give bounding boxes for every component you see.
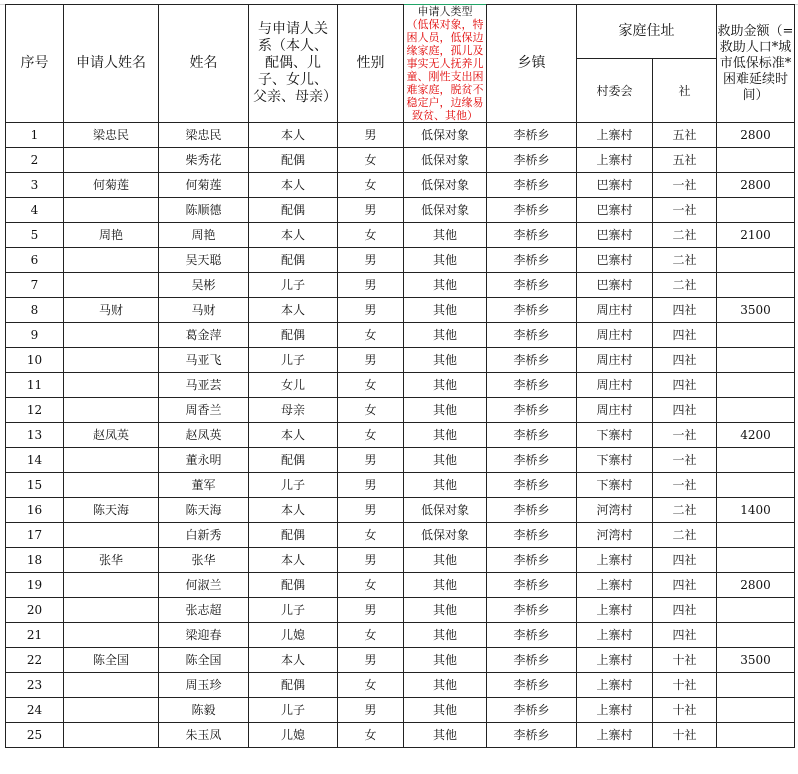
cell-applicant[interactable] [64,148,159,173]
cell-seq[interactable]: 11 [6,373,64,398]
cell-name[interactable]: 周艳 [159,223,249,248]
cell-gender[interactable]: 男 [338,273,404,298]
cell-name[interactable]: 马财 [159,298,249,323]
cell-relation[interactable]: 本人 [249,548,338,573]
cell-seq[interactable]: 6 [6,248,64,273]
cell-name[interactable]: 吴天聪 [159,248,249,273]
cell-amount[interactable] [717,373,795,398]
table-row [6,598,795,623]
cell-relation[interactable]: 本人 [249,498,338,523]
cell-seq[interactable]: 13 [6,423,64,448]
cell-gender[interactable]: 女 [338,398,404,423]
cell-name[interactable]: 赵凤英 [159,423,249,448]
cell-gender[interactable]: 男 [338,448,404,473]
cell-relation[interactable]: 母亲 [249,398,338,423]
cell-applicant[interactable]: 何菊莲 [64,173,159,198]
header-town[interactable]: 乡镇 [487,5,577,123]
cell-gender[interactable]: 男 [338,123,404,148]
cell-town[interactable]: 李桥乡 [487,473,577,498]
header-village[interactable]: 村委会 [577,59,653,123]
cell-type[interactable]: 其他 [404,723,487,748]
cell-seq[interactable]: 4 [6,198,64,223]
cell-village[interactable]: 河湾村 [577,523,653,548]
cell-village[interactable]: 周庄村 [577,298,653,323]
cell-town[interactable]: 李桥乡 [487,648,577,673]
cell-town[interactable]: 李桥乡 [487,423,577,448]
cell-town[interactable]: 李桥乡 [487,273,577,298]
table-row [6,698,795,723]
cell-amount[interactable] [717,273,795,298]
cell-village[interactable]: 周庄村 [577,348,653,373]
table-row [6,573,795,598]
cell-gender[interactable]: 男 [338,648,404,673]
cell-relation[interactable]: 配偶 [249,573,338,598]
cell-group[interactable]: 四社 [653,398,717,423]
cell-applicant[interactable] [64,248,159,273]
table-row [6,648,795,673]
cell-applicant[interactable] [64,323,159,348]
cell-amount[interactable] [717,548,795,573]
cell-relation[interactable]: 儿媳 [249,723,338,748]
header-name[interactable]: 姓名 [159,5,249,123]
table-row [6,248,795,273]
table-row [6,323,795,348]
cell-relation[interactable]: 配偶 [249,448,338,473]
cell-relation[interactable]: 儿子 [249,473,338,498]
cell-type[interactable]: 低保对象 [404,148,487,173]
cell-village[interactable]: 河湾村 [577,498,653,523]
cell-applicant[interactable]: 梁忠民 [64,123,159,148]
cell-relation[interactable]: 本人 [249,123,338,148]
cell-relation[interactable]: 本人 [249,173,338,198]
cell-group[interactable]: 二社 [653,273,717,298]
cell-amount[interactable] [717,198,795,223]
cell-gender[interactable]: 女 [338,373,404,398]
cell-type[interactable]: 其他 [404,573,487,598]
cell-village[interactable]: 周庄村 [577,323,653,348]
cell-amount[interactable] [717,348,795,373]
cell-amount[interactable]: 2800 [717,573,795,598]
cell-applicant[interactable]: 陈全国 [64,648,159,673]
cell-group[interactable]: 二社 [653,223,717,248]
cell-village[interactable]: 上寨村 [577,623,653,648]
cell-applicant[interactable] [64,673,159,698]
cell-town[interactable]: 李桥乡 [487,573,577,598]
cell-town[interactable]: 李桥乡 [487,723,577,748]
cell-seq[interactable]: 22 [6,648,64,673]
cell-amount[interactable] [717,673,795,698]
cell-name[interactable]: 周香兰 [159,398,249,423]
cell-relation[interactable]: 配偶 [249,673,338,698]
table-row [6,723,795,748]
cell-village[interactable]: 下寨村 [577,473,653,498]
cell-gender[interactable]: 女 [338,323,404,348]
cell-village[interactable]: 上寨村 [577,123,653,148]
cell-name[interactable]: 吴彬 [159,273,249,298]
cell-relation[interactable]: 配偶 [249,148,338,173]
cell-gender[interactable]: 女 [338,223,404,248]
cell-applicant[interactable] [64,473,159,498]
cell-village[interactable]: 上寨村 [577,598,653,623]
table-row [6,523,795,548]
cell-applicant[interactable] [64,198,159,223]
cell-group[interactable]: 一社 [653,173,717,198]
cell-group[interactable]: 一社 [653,423,717,448]
cell-type[interactable]: 其他 [404,273,487,298]
cell-name[interactable]: 葛金萍 [159,323,249,348]
cell-group[interactable]: 十社 [653,673,717,698]
table-row [6,298,795,323]
cell-applicant[interactable] [64,723,159,748]
table-row [6,223,795,248]
cell-town[interactable]: 李桥乡 [487,698,577,723]
cell-type[interactable]: 其他 [404,548,487,573]
cell-applicant[interactable]: 马财 [64,298,159,323]
cell-amount[interactable] [717,148,795,173]
cell-type[interactable]: 其他 [404,248,487,273]
cell-seq[interactable]: 16 [6,498,64,523]
cell-group[interactable]: 十社 [653,648,717,673]
cell-relation[interactable]: 配偶 [249,198,338,223]
cell-applicant[interactable] [64,348,159,373]
header-type-desc: （低保对象，特困人员，低保边缘家庭，孤儿及事实无人抚养儿童、刚性支出困难家庭，脱贫不稳定户，边缘易致贫、其他） [406,18,484,122]
cell-amount[interactable]: 2800 [717,123,795,148]
cell-relation[interactable]: 本人 [249,298,338,323]
header-type-title: 申请人类型 [417,5,473,18]
cell-gender[interactable]: 女 [338,423,404,448]
cell-name[interactable]: 董永明 [159,448,249,473]
header-address[interactable]: 家庭住址 [577,5,717,59]
cell-seq[interactable]: 1 [6,123,64,148]
cell-town[interactable]: 李桥乡 [487,323,577,348]
header-relation[interactable]: 与申请人关系（本人、配偶、儿子、女儿、父亲、母亲） [249,5,338,123]
cell-amount[interactable] [717,323,795,348]
cell-amount[interactable] [717,248,795,273]
cell-town[interactable]: 李桥乡 [487,498,577,523]
table-row [6,148,795,173]
cell-village[interactable]: 上寨村 [577,673,653,698]
cell-gender[interactable]: 女 [338,673,404,698]
cell-group[interactable]: 四社 [653,323,717,348]
cell-seq[interactable]: 2 [6,148,64,173]
cell-seq[interactable]: 12 [6,398,64,423]
cell-village[interactable]: 上寨村 [577,148,653,173]
cell-applicant[interactable] [64,698,159,723]
cell-amount[interactable] [717,473,795,498]
cell-applicant[interactable] [64,273,159,298]
cell-name[interactable]: 陈顺德 [159,198,249,223]
cell-type[interactable]: 低保对象 [404,498,487,523]
cell-relation[interactable]: 儿子 [249,273,338,298]
cell-gender[interactable]: 女 [338,523,404,548]
cell-group[interactable]: 五社 [653,123,717,148]
cell-amount[interactable]: 3500 [717,648,795,673]
cell-name[interactable]: 梁迎春 [159,623,249,648]
cell-group[interactable]: 四社 [653,598,717,623]
cell-type[interactable]: 低保对象 [404,123,487,148]
cell-seq[interactable]: 5 [6,223,64,248]
cell-gender[interactable]: 女 [338,623,404,648]
cell-town[interactable]: 李桥乡 [487,398,577,423]
cell-group[interactable]: 一社 [653,448,717,473]
cell-village[interactable]: 巴寨村 [577,173,653,198]
cell-applicant[interactable]: 张华 [64,548,159,573]
cell-village[interactable]: 巴寨村 [577,248,653,273]
cell-seq[interactable]: 19 [6,573,64,598]
cell-town[interactable]: 李桥乡 [487,198,577,223]
cell-group[interactable]: 四社 [653,373,717,398]
cell-village[interactable]: 上寨村 [577,548,653,573]
cell-type[interactable]: 其他 [404,648,487,673]
cell-relation[interactable]: 本人 [249,423,338,448]
cell-seq[interactable]: 25 [6,723,64,748]
cell-town[interactable]: 李桥乡 [487,173,577,198]
table-row [6,273,795,298]
cell-seq[interactable]: 10 [6,348,64,373]
cell-group[interactable]: 四社 [653,623,717,648]
header-applicant[interactable]: 申请人姓名 [64,5,159,123]
cell-relation[interactable]: 配偶 [249,323,338,348]
cell-seq[interactable]: 20 [6,598,64,623]
cell-name[interactable]: 陈毅 [159,698,249,723]
cell-type[interactable]: 其他 [404,448,487,473]
cell-amount[interactable]: 2100 [717,223,795,248]
cell-town[interactable]: 李桥乡 [487,623,577,648]
cell-group[interactable]: 二社 [653,523,717,548]
cell-amount[interactable]: 2800 [717,173,795,198]
cell-gender[interactable]: 男 [338,298,404,323]
cell-relation[interactable]: 儿媳 [249,623,338,648]
table-row [6,198,795,223]
cell-seq[interactable]: 17 [6,523,64,548]
cell-town[interactable]: 李桥乡 [487,448,577,473]
cell-gender[interactable]: 女 [338,173,404,198]
cell-group[interactable]: 四社 [653,573,717,598]
cell-relation[interactable]: 女儿 [249,373,338,398]
cell-town[interactable]: 李桥乡 [487,148,577,173]
cell-amount[interactable] [717,623,795,648]
cell-gender[interactable]: 男 [338,348,404,373]
cell-gender[interactable]: 男 [338,198,404,223]
cell-name[interactable]: 柴秀花 [159,148,249,173]
cell-amount[interactable]: 3500 [717,298,795,323]
cell-seq[interactable]: 8 [6,298,64,323]
cell-village[interactable]: 上寨村 [577,648,653,673]
cell-group[interactable]: 四社 [653,298,717,323]
cell-name[interactable]: 马亚飞 [159,348,249,373]
cell-relation[interactable]: 儿子 [249,598,338,623]
cell-name[interactable]: 白新秀 [159,523,249,548]
cell-name[interactable]: 何菊莲 [159,173,249,198]
cell-type[interactable]: 其他 [404,423,487,448]
table-row [6,623,795,648]
cell-village[interactable]: 下寨村 [577,448,653,473]
table-row [6,548,795,573]
cell-applicant[interactable] [64,523,159,548]
cell-gender[interactable]: 男 [338,598,404,623]
cell-applicant[interactable] [64,598,159,623]
cell-relation[interactable]: 儿子 [249,348,338,373]
cell-town[interactable]: 李桥乡 [487,348,577,373]
cell-gender[interactable]: 男 [338,548,404,573]
cell-type[interactable]: 其他 [404,323,487,348]
cell-relation[interactable]: 本人 [249,223,338,248]
cell-type[interactable]: 低保对象 [404,198,487,223]
cell-gender[interactable]: 女 [338,573,404,598]
cell-applicant[interactable] [64,623,159,648]
cell-seq[interactable]: 14 [6,448,64,473]
cell-gender[interactable]: 男 [338,698,404,723]
cell-gender[interactable]: 女 [338,148,404,173]
cell-name[interactable]: 何淑兰 [159,573,249,598]
cell-relation[interactable]: 儿子 [249,698,338,723]
cell-village[interactable]: 下寨村 [577,423,653,448]
header-amount[interactable]: 救助金额（=救助人口*城市低保标准*困难延续时间） [717,5,795,123]
cell-type[interactable]: 其他 [404,623,487,648]
cell-seq[interactable]: 15 [6,473,64,498]
header-group[interactable]: 社 [653,59,717,123]
cell-group[interactable]: 二社 [653,248,717,273]
cell-relation[interactable]: 本人 [249,648,338,673]
cell-group[interactable]: 十社 [653,698,717,723]
cell-type[interactable]: 其他 [404,598,487,623]
cell-name[interactable]: 陈天海 [159,498,249,523]
cell-village[interactable]: 上寨村 [577,698,653,723]
cell-amount[interactable] [717,448,795,473]
table-row [6,673,795,698]
cell-type[interactable]: 低保对象 [404,523,487,548]
cell-type[interactable]: 其他 [404,473,487,498]
cell-village[interactable]: 巴寨村 [577,198,653,223]
cell-amount[interactable]: 1400 [717,498,795,523]
cell-name[interactable]: 张华 [159,548,249,573]
table-row [6,423,795,448]
cell-town[interactable]: 李桥乡 [487,523,577,548]
cell-relation[interactable]: 配偶 [249,248,338,273]
cell-gender[interactable]: 男 [338,473,404,498]
table-row [6,473,795,498]
cell-name[interactable]: 董军 [159,473,249,498]
cell-seq[interactable]: 18 [6,548,64,573]
table-row [6,498,795,523]
cell-seq[interactable]: 23 [6,673,64,698]
cell-applicant[interactable]: 赵凤英 [64,423,159,448]
cell-gender[interactable]: 女 [338,723,404,748]
cell-town[interactable]: 李桥乡 [487,548,577,573]
cell-type[interactable]: 其他 [404,348,487,373]
cell-name[interactable]: 马亚芸 [159,373,249,398]
cell-group[interactable]: 十社 [653,723,717,748]
cell-gender[interactable]: 男 [338,248,404,273]
cell-amount[interactable] [717,598,795,623]
cell-group[interactable]: 五社 [653,148,717,173]
relief-table [5,4,795,748]
cell-amount[interactable] [717,698,795,723]
cell-town[interactable]: 李桥乡 [487,373,577,398]
cell-group[interactable]: 一社 [653,198,717,223]
cell-applicant[interactable] [64,373,159,398]
cell-town[interactable]: 李桥乡 [487,673,577,698]
cell-amount[interactable]: 4200 [717,423,795,448]
cell-group[interactable]: 二社 [653,498,717,523]
header-type[interactable] [404,5,487,123]
cell-town[interactable]: 李桥乡 [487,223,577,248]
cell-town[interactable]: 李桥乡 [487,123,577,148]
table-row [6,173,795,198]
cell-type[interactable]: 其他 [404,398,487,423]
cell-village[interactable]: 上寨村 [577,723,653,748]
cell-relation[interactable]: 配偶 [249,523,338,548]
header-row-1 [6,5,795,59]
cell-town[interactable]: 李桥乡 [487,248,577,273]
cell-name[interactable]: 梁忠民 [159,123,249,148]
header-seq[interactable]: 序号 [6,5,64,123]
cell-seq[interactable]: 21 [6,623,64,648]
cell-gender[interactable]: 男 [338,498,404,523]
cell-type[interactable]: 其他 [404,298,487,323]
cell-applicant[interactable] [64,398,159,423]
cell-village[interactable]: 周庄村 [577,398,653,423]
cell-village[interactable]: 巴寨村 [577,223,653,248]
cell-town[interactable]: 李桥乡 [487,298,577,323]
cell-type[interactable]: 其他 [404,673,487,698]
cell-type[interactable]: 低保对象 [404,173,487,198]
cell-name[interactable]: 周玉珍 [159,673,249,698]
cell-amount[interactable] [717,398,795,423]
cell-applicant[interactable]: 陈天海 [64,498,159,523]
cell-seq[interactable]: 3 [6,173,64,198]
cell-name[interactable]: 张志超 [159,598,249,623]
cell-town[interactable]: 李桥乡 [487,598,577,623]
cell-village[interactable]: 周庄村 [577,373,653,398]
table-row [6,398,795,423]
cell-village[interactable]: 巴寨村 [577,273,653,298]
cell-village[interactable]: 上寨村 [577,573,653,598]
cell-type[interactable]: 其他 [404,698,487,723]
cell-name[interactable]: 陈全国 [159,648,249,673]
cell-amount[interactable] [717,523,795,548]
table-row [6,123,795,148]
table-row [6,348,795,373]
cell-seq[interactable]: 9 [6,323,64,348]
cell-applicant[interactable]: 周艳 [64,223,159,248]
cell-type[interactable]: 其他 [404,373,487,398]
cell-seq[interactable]: 7 [6,273,64,298]
cell-name[interactable]: 朱玉凤 [159,723,249,748]
cell-applicant[interactable] [64,448,159,473]
cell-applicant[interactable] [64,573,159,598]
table-row [6,373,795,398]
header-gender[interactable]: 性别 [338,5,404,123]
cell-group[interactable]: 四社 [653,548,717,573]
cell-group[interactable]: 四社 [653,348,717,373]
cell-seq[interactable]: 24 [6,698,64,723]
cell-group[interactable]: 一社 [653,473,717,498]
cell-type[interactable]: 其他 [404,223,487,248]
table-row [6,448,795,473]
cell-amount[interactable] [717,723,795,748]
